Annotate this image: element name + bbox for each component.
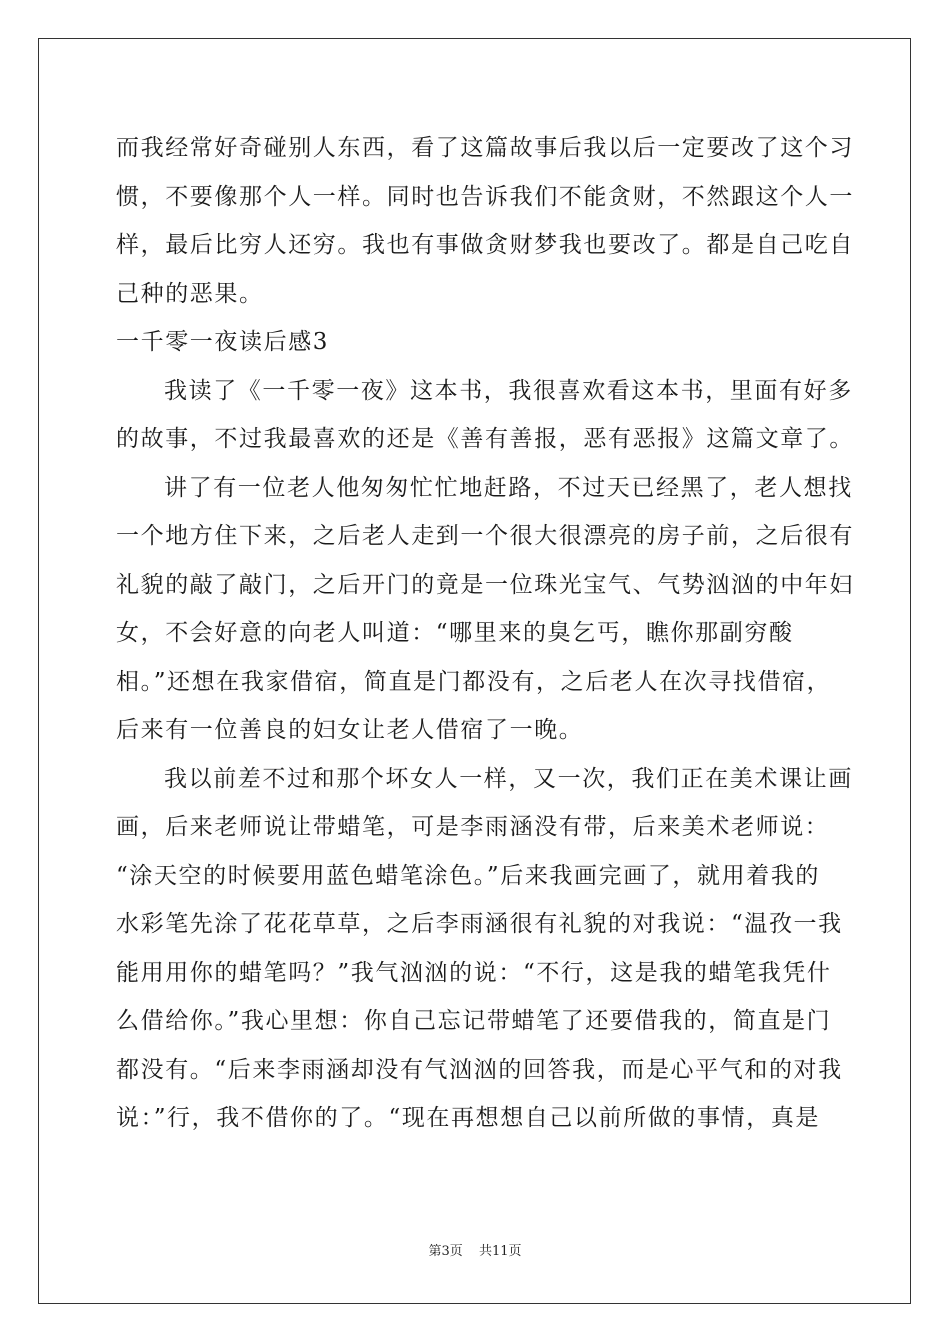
text-line: 样，最后比穷人还穷。我也有事做贪财梦我也要改了。都是自己吃自 <box>116 232 854 258</box>
section-heading: 一千零一夜读后感3 <box>116 329 330 355</box>
text-line: 而我经常好奇碰别人东西，看了这篇故事后我以后一定要改了这个习 <box>116 135 854 161</box>
page-total: 共11页 <box>478 1244 522 1259</box>
text-line: 己种的恶果。 <box>116 280 264 307</box>
text-line: 的故事，不过我最喜欢的还是《善有善报，恶有恶报》这篇文章了。 <box>116 426 854 452</box>
page-footer <box>0 1240 950 1259</box>
text-line: 说：”行，我不借你的了。“现在再想想自己以前所做的事情，真是 <box>116 1105 821 1131</box>
text-line: 惯，不要像那个人一样。同时也告诉我们不能贪财，不然跟这个人一 <box>116 183 854 210</box>
text-line: 能用用你的蜡笔吗？”我气汹汹的说：“不行，这是我的蜡笔我凭什 <box>116 959 832 986</box>
text-line: 后来有一位善良的妇女让老人借宿了一晚。 <box>116 717 584 743</box>
text-line: 一个地方住下来，之后老人走到一个很大很漂亮的房子前，之后很有 <box>116 523 854 549</box>
page-number: 第3页 <box>428 1244 463 1259</box>
text-line: 礼貌的敲了敲门，之后开门的竟是一位珠光宝气、气势汹汹的中年妇 <box>116 571 854 598</box>
text-line: 我读了《一千零一夜》这本书，我很喜欢看这本书，里面有好多 <box>164 377 853 404</box>
text-line: 讲了有一位老人他匆匆忙忙地赶路，不过天已经黑了，老人想找 <box>164 474 853 501</box>
text-line: “涂天空的时候要用蓝色蜡笔涂色。”后来我画完画了，就用着我的 <box>116 862 821 889</box>
document-body <box>116 124 854 1143</box>
text-line: 画，后来老师说让带蜡笔，可是李雨涵没有带，后来美术老师说： <box>116 814 830 840</box>
text-line: 都没有。“后来李雨涵却没有气汹汹的回答我，而是心平气和的对我 <box>116 1056 843 1083</box>
text-line: 么借给你。”我心里想：你自己忘记带蜡笔了还要借我的，简直是门 <box>116 1008 832 1034</box>
text-line: 我以前差不过和那个坏女人一样，又一次，我们正在美术课让画 <box>164 765 853 792</box>
text-line: 水彩笔先涂了花花草草，之后李雨涵很有礼貌的对我说：“温孜一我 <box>116 911 843 937</box>
text-line: 女，不会好意的向老人叫道：“哪里来的臭乞丐，瞧你那副穷酸 <box>116 620 794 646</box>
text-line: 相。”还想在我家借宿，简直是门都没有，之后老人在次寻找借宿， <box>116 668 832 695</box>
